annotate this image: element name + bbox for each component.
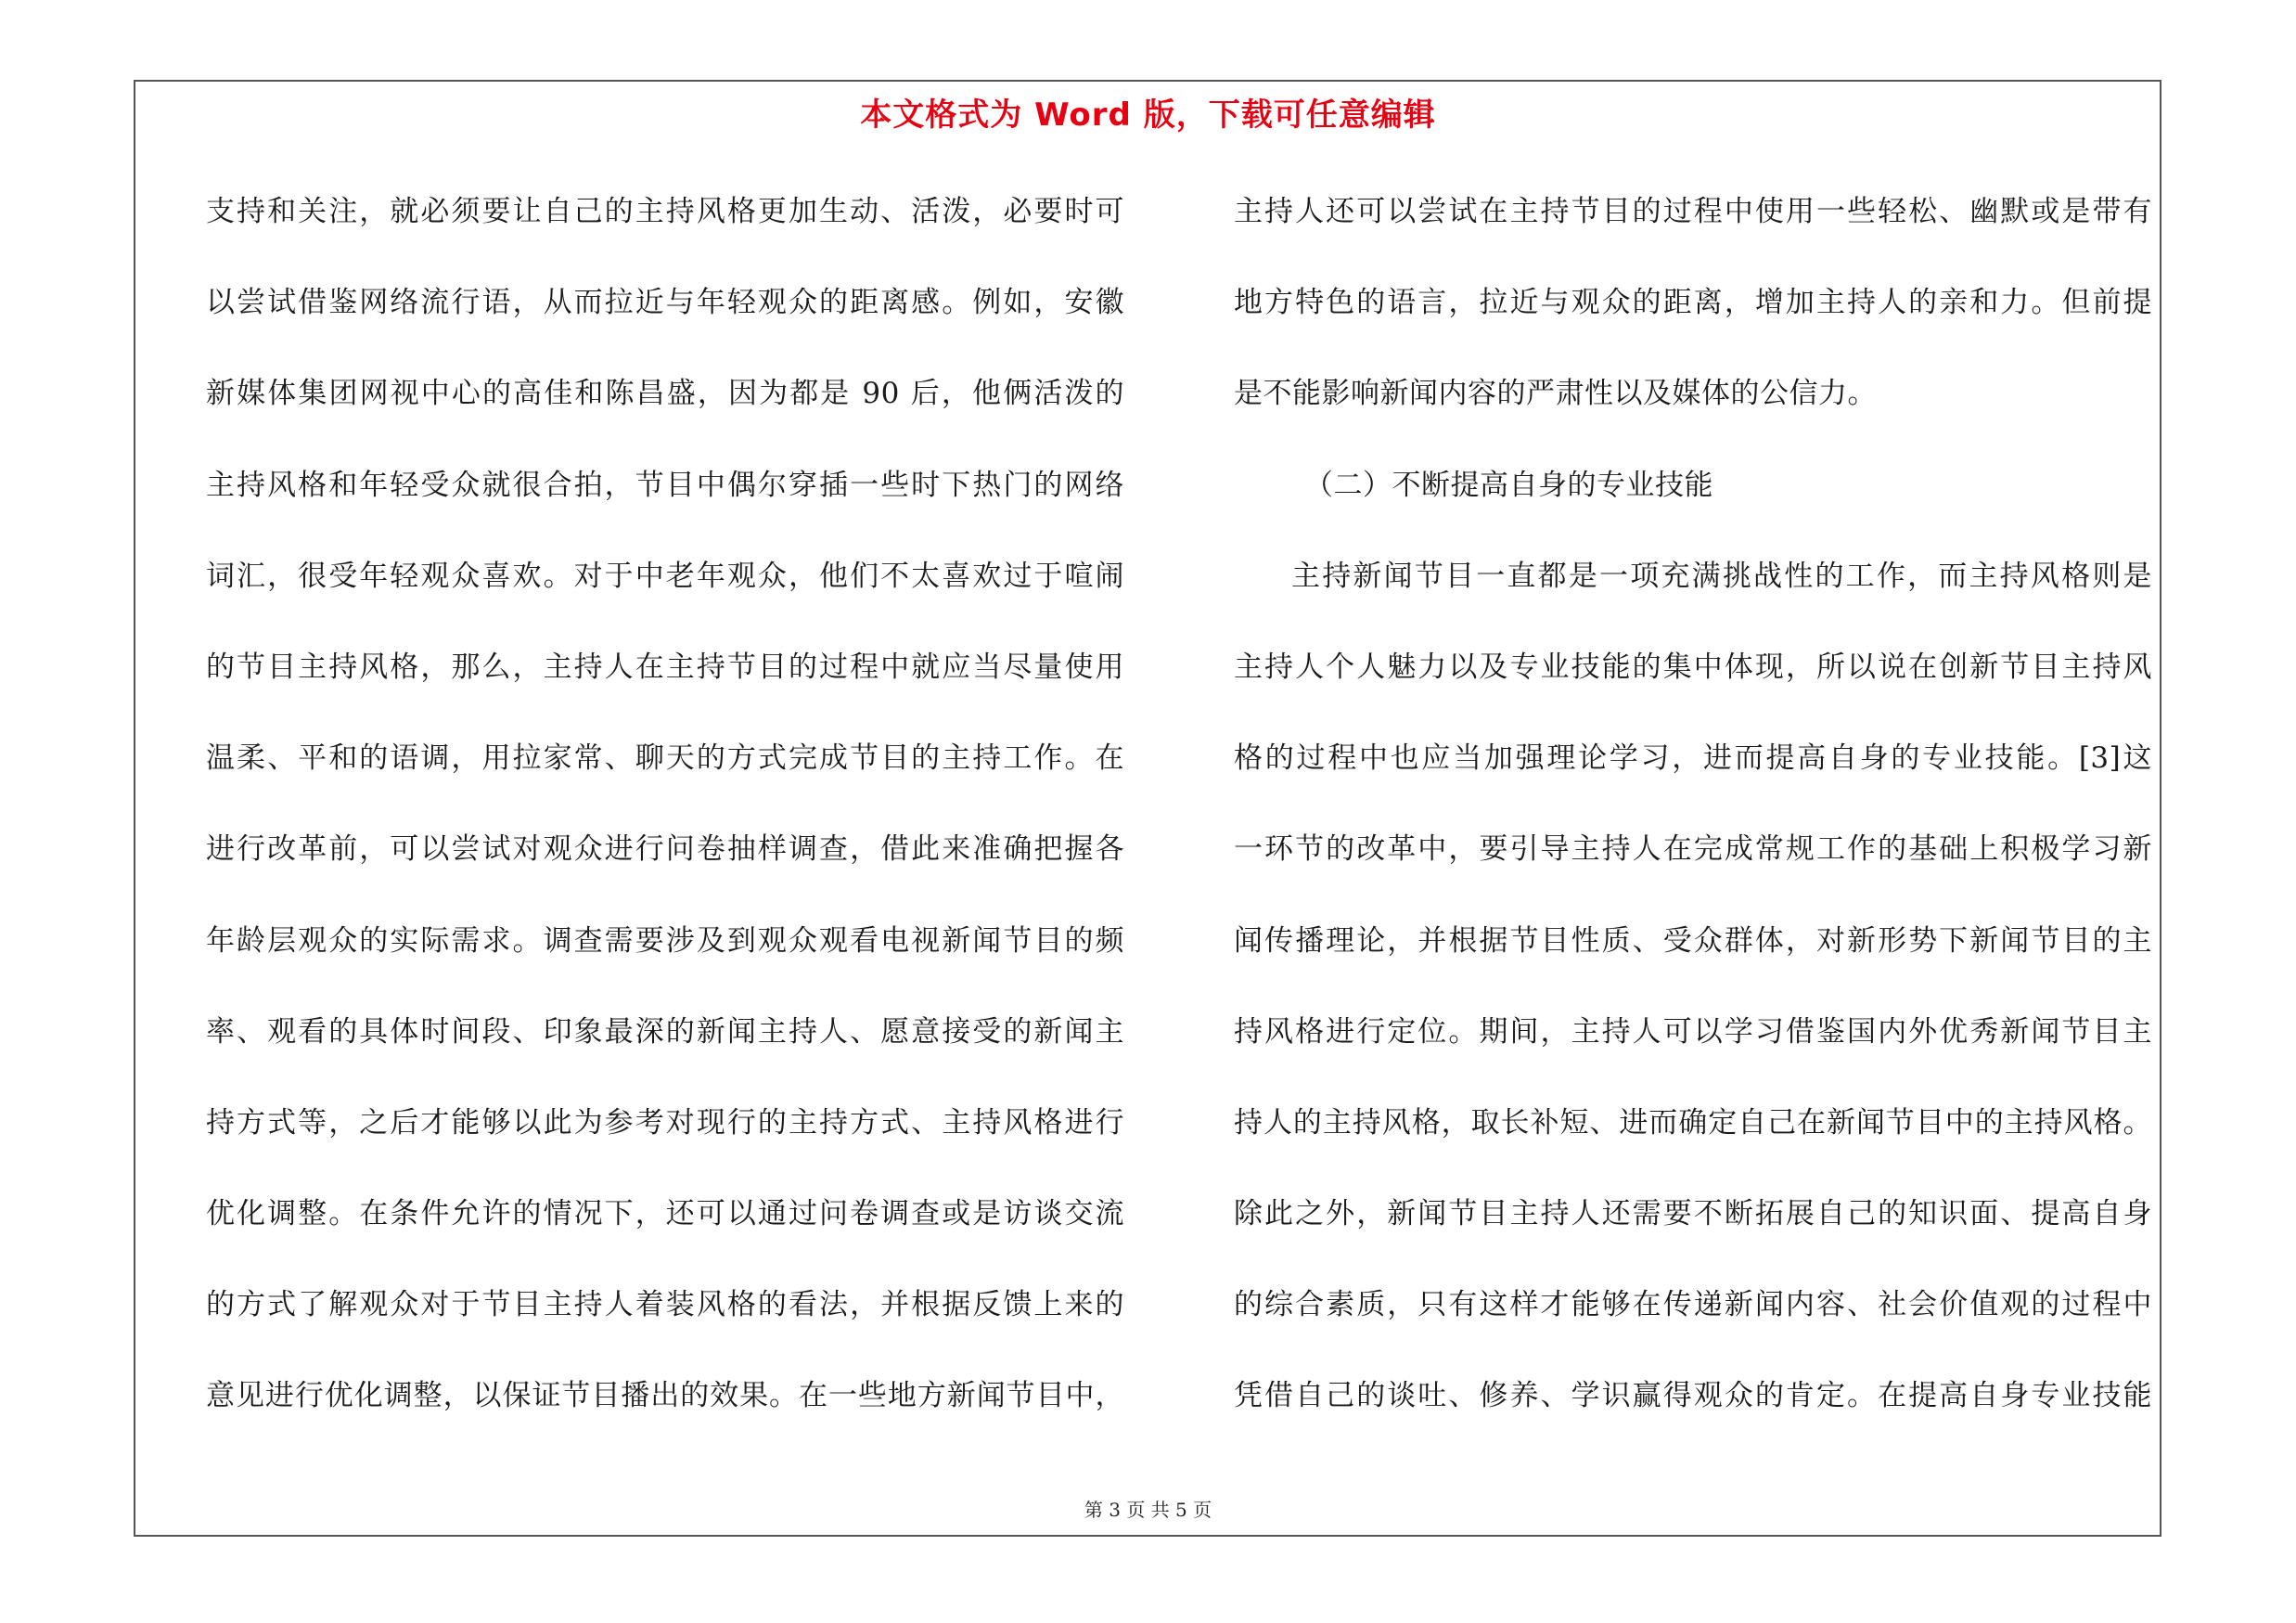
text-line: 温柔、平和的语调，用拉家常、聊天的方式完成节目的主持工作。在 bbox=[206, 741, 1124, 776]
text-line: 是不能影响新闻内容的严肃性以及媒体的公信力。 bbox=[1234, 377, 1877, 411]
text-line: 持方式等，之后才能够以此为参考对现行的主持方式、主持风格进行 bbox=[206, 1105, 1124, 1140]
text-line: 优化调整。在条件允许的情况下，还可以通过问卷调查或是访谈交流 bbox=[206, 1197, 1124, 1231]
text-line: 主持人还可以尝试在主持节目的过程中使用一些轻松、幽默或是带有 bbox=[1234, 195, 2152, 228]
paragraph-first-line: 主持新闻节目一直都是一项充满挑战性的工作，而主持风格则是 bbox=[1291, 559, 2152, 593]
text-line: 的方式了解观众对于节目主持人着装风格的看法，并根据反馈上来的 bbox=[206, 1288, 1124, 1322]
text-line: 主持人个人魅力以及专业技能的集中体现，所以说在创新节目主持风 bbox=[1234, 650, 2152, 684]
text-line: 一环节的改革中，要引导主持人在完成常规工作的基础上积极学习新 bbox=[1234, 832, 2152, 867]
page-number-footer: 第 3 页 共 5 页 bbox=[1084, 1499, 1212, 1521]
text-line: 持风格进行定位。期间，主持人可以学习借鉴国内外优秀新闻节目主 bbox=[1234, 1014, 2152, 1049]
text-line: 主持风格和年轻受众就很合拍，节目中偶尔穿插一些时下热门的网络 bbox=[206, 468, 1124, 502]
format-notice-banner: 本文格式为 Word 版，下载可任意编辑 bbox=[860, 97, 1436, 134]
text-line: 新媒体集团网视中心的高佳和陈昌盛，因为都是 90 后，他俩活泼的 bbox=[206, 377, 1124, 411]
text-line: 地方特色的语言，拉近与观众的距离，增加主持人的亲和力。但前提 bbox=[1234, 286, 2152, 320]
text-line: 闻传播理论，并根据节目性质、受众群体，对新形势下新闻节目的主 bbox=[1234, 923, 2152, 958]
text-line: 的节目主持风格，那么，主持人在主持节目的过程中就应当尽量使用 bbox=[206, 650, 1124, 684]
text-line: 的综合素质，只有这样才能够在传递新闻内容、社会价值观的过程中 bbox=[1234, 1288, 2152, 1322]
left-text-column bbox=[206, 182, 1124, 1458]
text-line: 率、观看的具体时间段、印象最深的新闻主持人、愿意接受的新闻主 bbox=[206, 1014, 1124, 1049]
text-line: 除此之外，新闻节目主持人还需要不断拓展自己的知识面、提高自身 bbox=[1234, 1197, 2152, 1231]
text-line: 词汇，很受年轻观众喜欢。对于中老年观众，他们不太喜欢过于喧闹 bbox=[206, 559, 1124, 593]
text-line: 意见进行优化调整，以保证节目播出的效果。在一些地方新闻节目中， bbox=[206, 1379, 1124, 1413]
text-line: 凭借自己的谈吐、修养、学识赢得观众的肯定。在提高自身专业技能 bbox=[1234, 1379, 2152, 1413]
text-line: 持人的主持风格，取长补短、进而确定自己在新闻节目中的主持风格。 bbox=[1234, 1105, 2152, 1140]
text-line: 以尝试借鉴网络流行语，从而拉近与年轻观众的距离感。例如，安徽 bbox=[206, 286, 1124, 320]
text-line: 格的过程中也应当加强理论学习，进而提高自身的专业技能。[3]这 bbox=[1234, 741, 2152, 776]
section-heading: （二）不断提高自身的专业技能 bbox=[1304, 468, 1713, 502]
right-text-column bbox=[1234, 182, 2152, 1458]
text-line: 支持和关注，就必须要让自己的主持风格更加生动、活泼，必要时可 bbox=[206, 195, 1124, 228]
text-line: 年龄层观众的实际需求。调查需要涉及到观众观看电视新闻节目的频 bbox=[206, 923, 1124, 958]
text-line: 进行改革前，可以尝试对观众进行问卷抽样调查，借此来准确把握各 bbox=[206, 832, 1124, 867]
